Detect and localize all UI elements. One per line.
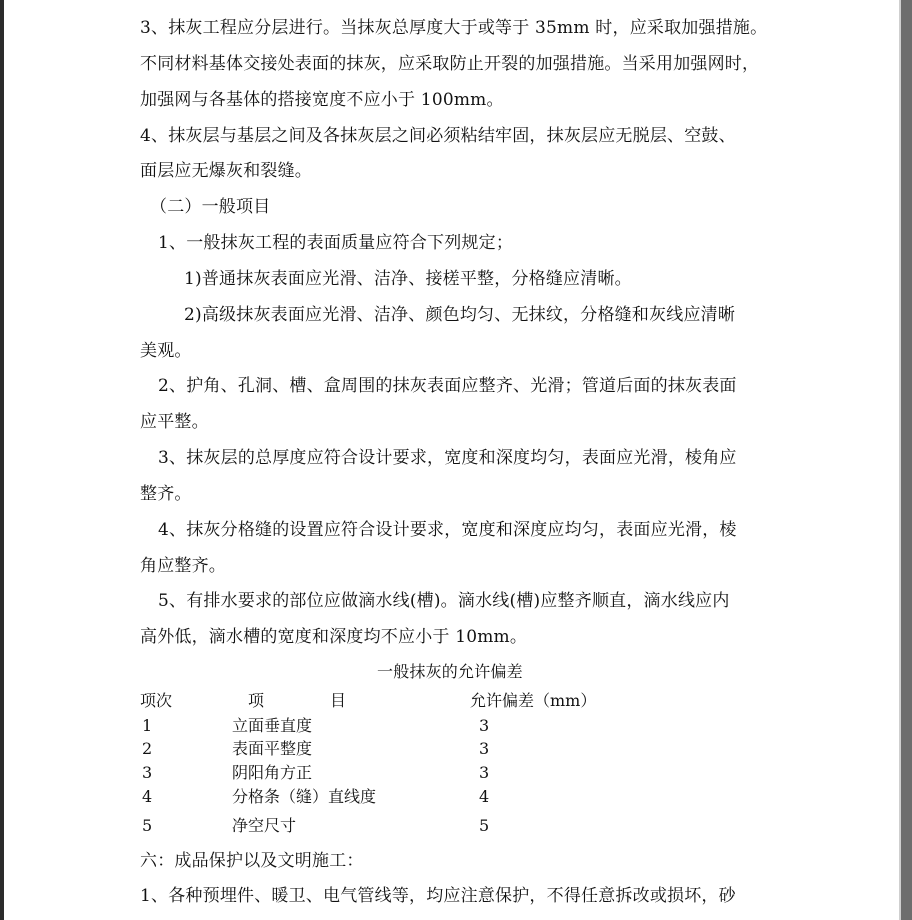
item-5-line-2: 高外低，滴水槽的宽度和深度均不应小于 10mm。 — [140, 627, 528, 647]
table-row-2-tolerance: 3 — [479, 739, 490, 758]
table-title: 一般抹灰的允许偏差 — [377, 662, 523, 681]
table-row-3-index: 3 — [142, 763, 153, 782]
item-1-sub-1: 1)普通抹灰表面应光滑、洁净、接槎平整，分格缝应清晰。 — [184, 269, 632, 289]
table-row-5-tolerance: 5 — [479, 816, 490, 835]
paragraph-line-4-2: 面层应无爆灰和裂缝。 — [140, 161, 312, 181]
paragraph-line-4-1: 4、抹灰层与基层之间及各抹灰层之间必须粘结牢固，抹灰层应无脱层、空鼓、 — [140, 126, 736, 146]
paragraph-line-3-1: 3、抹灰工程应分层进行。当抹灰总厚度大于或等于 35mm 时，应采取加强措施。 — [140, 18, 768, 38]
table-header-item-b: 目 — [330, 691, 347, 710]
table-row-3-tolerance: 3 — [479, 763, 490, 782]
right-border-scrollbar[interactable] — [901, 0, 912, 920]
item-5-line-1: 5、有排水要求的部位应做滴水线(槽)。滴水线(槽)应整齐顺直，滴水线应内 — [158, 591, 730, 611]
section-heading-finished-product-protection: 六：成品保护以及文明施工： — [140, 851, 364, 871]
item-1-heading: 1、一般抹灰工程的表面质量应符合下列规定； — [158, 233, 514, 253]
item-2-line-2: 应平整。 — [140, 412, 209, 432]
item-1-sub-2: 2)高级抹灰表面应光滑、洁净、颜色均匀、无抹纹，分格缝和灰线应清晰 — [184, 305, 736, 325]
item-2-line-1: 2、护角、孔洞、槽、盒周围的抹灰表面应整齐、光滑；管道后面的抹灰表面 — [158, 376, 737, 396]
protection-item-1-line-1: 1、各种预埋件、暖卫、电气管线等，均应注意保护，不得任意拆改或损坏，砂 — [140, 886, 736, 906]
table-row-2-item: 表面平整度 — [232, 739, 313, 758]
paragraph-line-3-3: 加强网与各基体的搭接宽度不应小于 100mm。 — [140, 90, 504, 110]
item-1-sub-2-cont: 美观。 — [140, 341, 192, 361]
table-row-4-tolerance: 4 — [479, 787, 490, 806]
table-row-1-tolerance: 3 — [479, 716, 490, 735]
item-3-line-2: 整齐。 — [140, 484, 192, 504]
paragraph-line-3-2: 不同材料基体交接处表面的抹灰，应采取防止开裂的加强措施。当采用加强网时， — [140, 54, 760, 74]
item-3-line-1: 3、抹灰层的总厚度应符合设计要求，宽度和深度均匀，表面应光滑，棱角应 — [158, 448, 737, 468]
item-4-line-2: 角应整齐。 — [140, 556, 226, 576]
item-4-line-1: 4、抹灰分格缝的设置应符合设计要求，宽度和深度应均匀，表面应光滑，棱 — [158, 520, 737, 540]
table-row-4-index: 4 — [142, 787, 153, 806]
table-header-index: 项次 — [140, 691, 173, 710]
table-row-5-index: 5 — [142, 816, 153, 835]
table-header-tolerance: 允许偏差（mm） — [470, 691, 597, 710]
table-row-4-item: 分格条（缝）直线度 — [232, 787, 377, 806]
table-row-1-item: 立面垂直度 — [232, 716, 313, 735]
table-row-1-index: 1 — [142, 716, 153, 735]
table-row-2-index: 2 — [142, 739, 153, 758]
table-header-item-a: 项 — [248, 691, 265, 710]
document-page — [4, 0, 899, 920]
table-row-3-item: 阴阳角方正 — [232, 763, 313, 782]
table-row-5-item: 净空尺寸 — [232, 816, 297, 835]
section-heading-general-items: （二）一般项目 — [150, 197, 271, 217]
